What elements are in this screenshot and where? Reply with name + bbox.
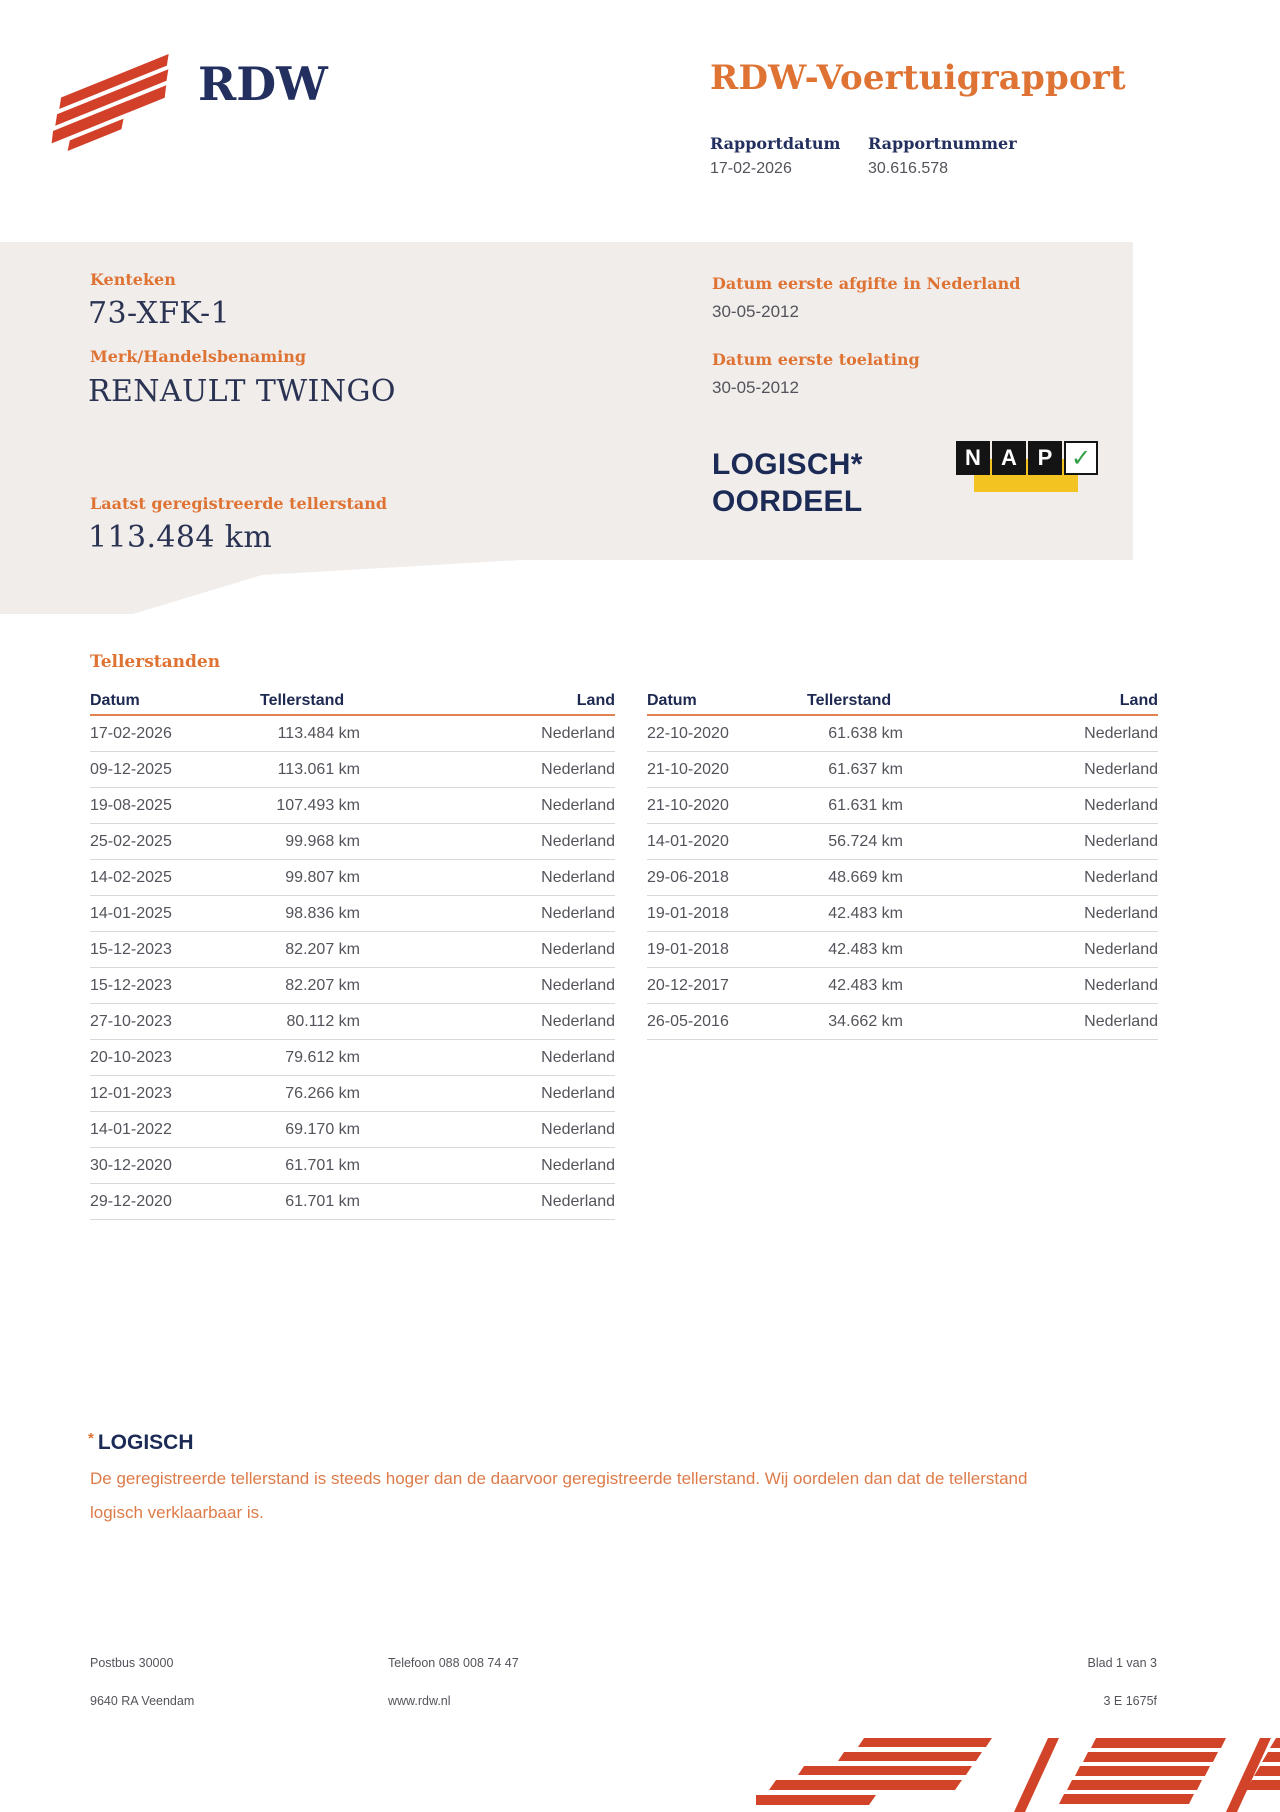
cell-datum: 14-01-2020 — [647, 832, 729, 850]
footer-postbus: Postbus 30000 — [90, 1656, 174, 1670]
cell-datum: 20-12-2017 — [647, 976, 729, 994]
cell-land: Nederland — [541, 796, 615, 814]
cell-land: Nederland — [1084, 904, 1158, 922]
cell-tellerstand: 69.170 km — [285, 1120, 360, 1138]
table-header — [647, 688, 1158, 716]
afgifte-label: Datum eerste afgifte in Nederland — [712, 274, 1021, 293]
footer-phone: Telefoon 088 008 74 47 — [388, 1656, 519, 1670]
logisch-note-heading — [88, 1430, 194, 1455]
cell-land: Nederland — [541, 724, 615, 742]
footer-website: www.rdw.nl — [388, 1694, 451, 1708]
table-row — [647, 932, 1158, 968]
cell-land: Nederland — [1084, 796, 1158, 814]
cell-datum: 29-06-2018 — [647, 868, 729, 886]
nap-check-icon: ✓ — [1064, 441, 1098, 475]
cell-datum: 12-01-2023 — [90, 1084, 172, 1102]
table-row — [647, 824, 1158, 860]
header-land: Land — [1119, 692, 1158, 709]
cell-datum: 14-01-2022 — [90, 1120, 172, 1138]
merk-value: RENAULT TWINGO — [88, 374, 396, 409]
cell-datum: 09-12-2025 — [90, 760, 172, 778]
cell-datum: 22-10-2020 — [647, 724, 729, 742]
cell-datum: 15-12-2023 — [90, 940, 172, 958]
footer-page-info — [950, 1656, 1157, 1708]
cell-tellerstand: 80.112 km — [286, 1012, 360, 1030]
cell-datum: 21-10-2020 — [647, 760, 729, 778]
table-row — [90, 752, 615, 788]
rdw-feather-graphic-icon — [756, 1738, 1280, 1812]
nap-letter-a: A — [992, 441, 1026, 475]
cell-tellerstand: 82.207 km — [285, 976, 360, 994]
table-row — [90, 1040, 615, 1076]
page-title: RDW-Voertuigrapport — [710, 58, 1126, 98]
asterisk: * — [88, 1430, 94, 1447]
tellerstanden-table-right — [647, 688, 1158, 1040]
cell-tellerstand: 42.483 km — [828, 976, 903, 994]
cell-datum: 17-02-2026 — [90, 724, 172, 742]
cell-tellerstand: 61.638 km — [828, 724, 903, 742]
nap-letter-p: P — [1028, 441, 1062, 475]
cell-tellerstand: 61.701 km — [285, 1156, 360, 1174]
table-row — [90, 824, 615, 860]
afgifte-date: 30-05-2012 — [712, 302, 799, 321]
header-datum: Datum — [90, 692, 140, 709]
report-date-value: 17-02-2026 — [710, 160, 792, 177]
cell-land: Nederland — [541, 1012, 615, 1030]
header-datum: Datum — [647, 692, 697, 709]
table-row — [90, 1004, 615, 1040]
cell-datum: 19-01-2018 — [647, 940, 729, 958]
table-row — [647, 716, 1158, 752]
table-row — [90, 1184, 615, 1220]
nap-logo — [956, 441, 1092, 495]
cell-tellerstand: 99.968 km — [285, 832, 360, 850]
oordeel-line2: OORDEEL — [712, 485, 863, 518]
cell-land: Nederland — [541, 832, 615, 850]
cell-tellerstand: 42.483 km — [828, 940, 903, 958]
cell-land: Nederland — [1084, 1012, 1158, 1030]
cell-land: Nederland — [541, 1048, 615, 1066]
table-row — [90, 968, 615, 1004]
cell-datum: 15-12-2023 — [90, 976, 172, 994]
cell-tellerstand: 79.612 km — [285, 1048, 360, 1066]
laatste-tellerstand-value: 113.484 km — [88, 520, 273, 555]
table-row — [90, 1148, 615, 1184]
footer-contact — [388, 1656, 519, 1708]
table-row — [90, 716, 615, 752]
cell-land: Nederland — [1084, 976, 1158, 994]
cell-datum: 21-10-2020 — [647, 796, 729, 814]
cell-tellerstand: 48.669 km — [828, 868, 903, 886]
footer-address — [90, 1656, 194, 1708]
cell-tellerstand: 98.836 km — [285, 904, 360, 922]
cell-land: Nederland — [541, 1120, 615, 1138]
cell-tellerstand: 99.807 km — [285, 868, 360, 886]
cell-land: Nederland — [541, 1192, 615, 1210]
table-row — [90, 788, 615, 824]
cell-tellerstand: 61.701 km — [285, 1192, 360, 1210]
report-meta — [710, 134, 1017, 178]
cell-tellerstand: 34.662 km — [828, 1012, 903, 1030]
cell-land: Nederland — [1084, 760, 1158, 778]
cell-tellerstand: 107.493 km — [276, 796, 360, 814]
table-row — [90, 932, 615, 968]
cell-datum: 19-08-2025 — [90, 796, 172, 814]
table-row — [647, 788, 1158, 824]
cell-tellerstand: 82.207 km — [285, 940, 360, 958]
table-row — [647, 752, 1158, 788]
tellerstanden-table-left — [90, 688, 615, 1220]
rdw-feather-icon — [37, 54, 188, 155]
merk-label: Merk/Handelsbenaming — [90, 347, 307, 366]
cell-land: Nederland — [1084, 832, 1158, 850]
header-land: Land — [576, 692, 615, 709]
logisch-note-text: De geregistreerde tellerstand is steeds hoger dan de daarvoor geregistreerde tellerstand. Wij oordelen dan dat de tellerstand logisch verklaarbaar is. — [90, 1469, 1028, 1522]
table-row — [647, 860, 1158, 896]
oordeel-line1: LOGISCH* — [712, 448, 863, 481]
table-row — [90, 896, 615, 932]
cell-tellerstand: 76.266 km — [285, 1084, 360, 1102]
cell-tellerstand: 56.724 km — [828, 832, 903, 850]
report-number-value: 30.616.578 — [868, 160, 949, 177]
cell-datum: 30-12-2020 — [90, 1156, 172, 1174]
oordeel-text — [712, 446, 863, 520]
header-tellerstand: Tellerstand — [260, 692, 345, 709]
cell-datum: 25-02-2025 — [90, 832, 172, 850]
report-number-label: Rapportnummer — [868, 134, 1017, 153]
cell-land: Nederland — [541, 868, 615, 886]
table-header — [90, 688, 615, 716]
cell-datum: 14-01-2025 — [90, 904, 172, 922]
footer-city: 9640 RA Veendam — [90, 1694, 195, 1708]
report-date-label: Rapportdatum — [710, 134, 841, 153]
cell-datum: 29-12-2020 — [90, 1192, 172, 1210]
cell-land: Nederland — [541, 1156, 615, 1174]
nap-letter-n: N — [956, 441, 990, 475]
cell-datum: 14-02-2025 — [90, 868, 172, 886]
cell-tellerstand: 61.631 km — [828, 796, 903, 814]
cell-land: Nederland — [541, 940, 615, 958]
table-row — [647, 896, 1158, 932]
footer-page-number: Blad 1 van 3 — [1087, 1656, 1157, 1670]
cell-datum: 20-10-2023 — [90, 1048, 172, 1066]
cell-land: Nederland — [541, 760, 615, 778]
cell-land: Nederland — [541, 904, 615, 922]
cell-tellerstand: 113.061 km — [277, 760, 360, 778]
table-row — [647, 1004, 1158, 1040]
cell-tellerstand: 61.637 km — [828, 760, 903, 778]
toelating-date: 30-05-2012 — [712, 378, 799, 397]
kenteken-value: 73-XFK-1 — [88, 296, 231, 331]
table-row — [90, 860, 615, 896]
header-tellerstand: Tellerstand — [807, 692, 892, 709]
tellerstanden-title: Tellerstanden — [90, 652, 221, 672]
logisch-heading-text: LOGISCH — [97, 1431, 194, 1454]
cell-land: Nederland — [541, 976, 615, 994]
rdw-logo-text: RDW — [198, 57, 328, 111]
cell-tellerstand: 42.483 km — [828, 904, 903, 922]
cell-land: Nederland — [1084, 868, 1158, 886]
table-row — [647, 968, 1158, 1004]
cell-datum: 27-10-2023 — [90, 1012, 172, 1030]
cell-datum: 26-05-2016 — [647, 1012, 729, 1030]
table-row — [90, 1076, 615, 1112]
cell-land: Nederland — [1084, 724, 1158, 742]
kenteken-label: Kenteken — [90, 270, 176, 289]
cell-land: Nederland — [1084, 940, 1158, 958]
laatste-tellerstand-label: Laatst geregistreerde tellerstand — [90, 494, 388, 513]
cell-datum: 19-01-2018 — [647, 904, 729, 922]
table-row — [90, 1112, 615, 1148]
rdw-logo — [58, 40, 328, 168]
footer-doc-code: 3 E 1675f — [1103, 1694, 1157, 1708]
cell-land: Nederland — [541, 1084, 615, 1102]
cell-tellerstand: 113.484 km — [277, 724, 360, 742]
toelating-label: Datum eerste toelating — [712, 350, 920, 369]
